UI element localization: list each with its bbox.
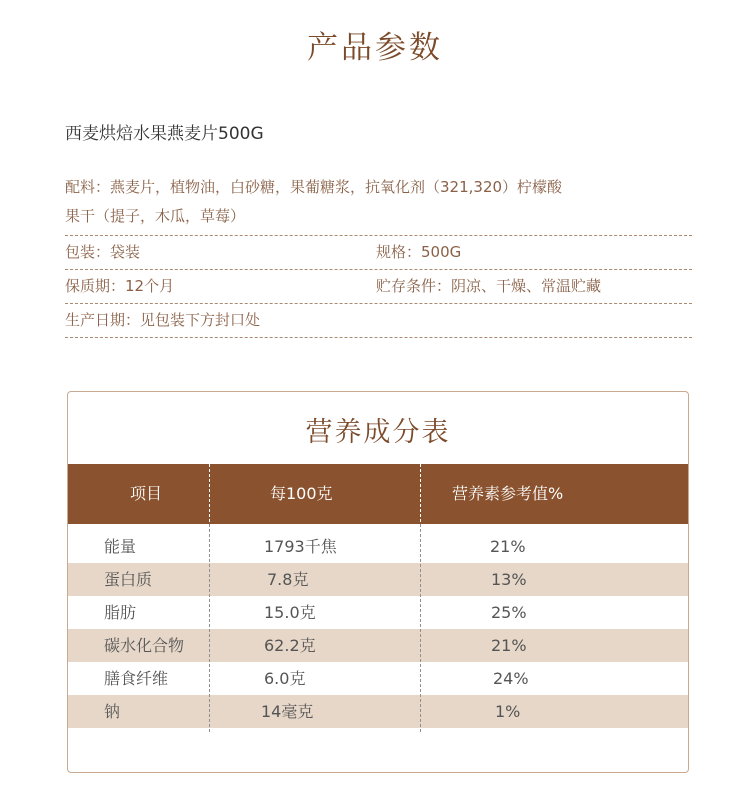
- param-row-shelf-life: [65, 270, 692, 304]
- row-per100g: 1793千焦: [264, 537, 337, 556]
- shelf-life-text: 保质期：12个月: [65, 277, 175, 295]
- column-divider-lower: [209, 524, 210, 732]
- table-row: [68, 530, 688, 563]
- row-item: 膳食纤维: [104, 669, 169, 688]
- packaging-text: 包装：袋装: [65, 243, 141, 261]
- product-name: 西麦烘焙水果燕麦片500G: [65, 124, 264, 144]
- ingredients-text-cont: 果干（提子，木瓜，草莓）: [65, 207, 246, 225]
- row-item: 钠: [104, 702, 121, 721]
- nutrition-title: 营养成分表: [305, 417, 451, 448]
- nutrition-rows: [68, 530, 688, 728]
- table-row: [68, 695, 688, 728]
- header-item: 项目: [130, 484, 163, 503]
- row-per100g: 62.2克: [264, 636, 316, 655]
- table-row: [68, 563, 688, 596]
- table-row: [68, 629, 688, 662]
- row-item: 蛋白质: [104, 570, 153, 589]
- row-nrv: 1%: [495, 702, 521, 721]
- row-nrv: 21%: [490, 537, 526, 556]
- row-per100g: 6.0克: [264, 669, 306, 688]
- row-per100g: 7.8克: [267, 570, 309, 589]
- param-row-packaging: [65, 236, 692, 270]
- page-title: 产品参数: [307, 30, 443, 66]
- row-per100g: 15.0克: [264, 603, 316, 622]
- row-item: 脂肪: [104, 603, 137, 622]
- storage-text: 贮存条件：阴凉、干燥、常温贮藏: [376, 277, 602, 295]
- row-item: 碳水化合物: [104, 636, 185, 655]
- row-nrv: 13%: [491, 570, 527, 589]
- row-item: 能量: [104, 537, 137, 556]
- param-row-ingredients: [65, 172, 692, 236]
- spec-text: 规格：500G: [376, 243, 462, 261]
- column-divider-lower: [420, 524, 421, 732]
- row-nrv: 25%: [491, 603, 527, 622]
- ingredients-text: 配料：燕麦片，植物油，白砂糖，果葡糖浆，抗氧化剂（321,320）柠檬酸: [65, 178, 563, 196]
- row-per100g: 14毫克: [261, 702, 314, 721]
- param-row-production-date: [65, 304, 692, 338]
- nutrition-table-card: [67, 391, 689, 773]
- table-row: [68, 596, 688, 629]
- nutrition-table-header: [68, 464, 688, 524]
- table-row: [68, 662, 688, 695]
- production-date-text: 生产日期：见包装下方封口处: [65, 311, 261, 329]
- row-nrv: 24%: [493, 669, 529, 688]
- product-params: [65, 172, 692, 338]
- row-nrv: 21%: [491, 636, 527, 655]
- header-per100g: 每100克: [270, 484, 333, 503]
- header-nrv: 营养素参考值%: [452, 484, 564, 503]
